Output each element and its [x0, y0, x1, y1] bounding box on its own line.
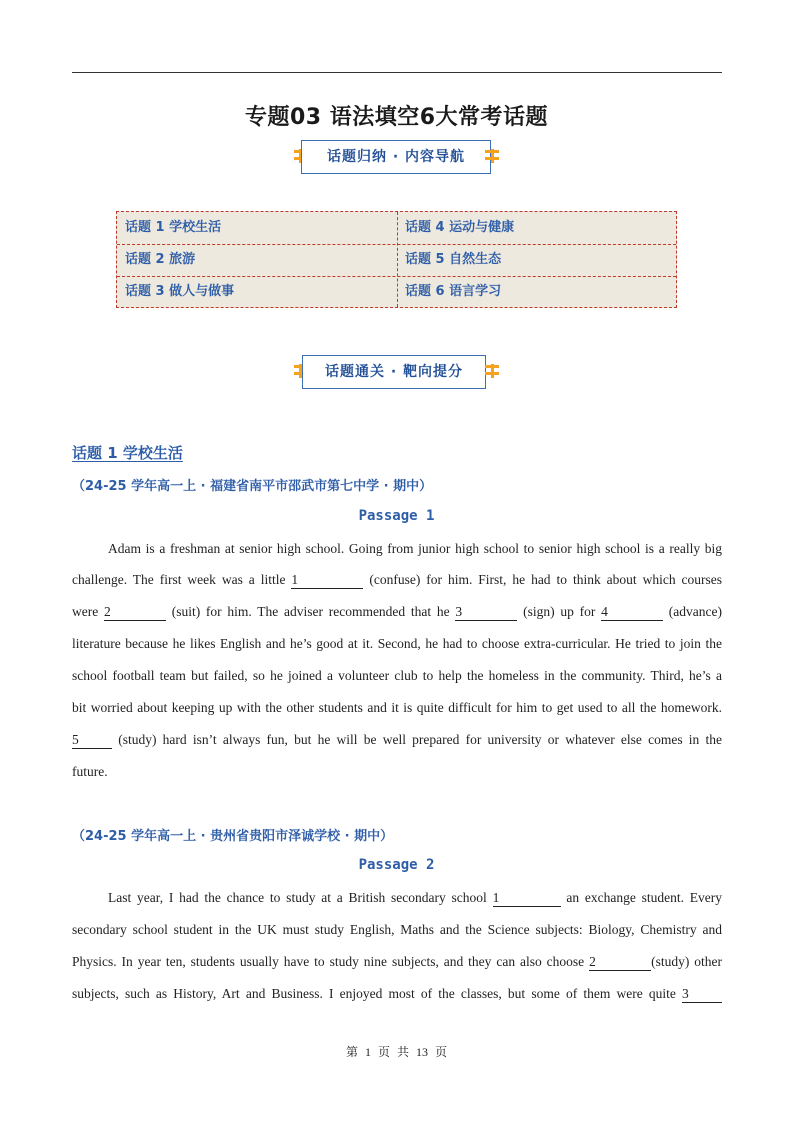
passage2-line: Physics. In year ten, students usually have to study nine subjects, and they can also choose 2 (study) other: [72, 954, 723, 969]
passage1-line: future.: [72, 764, 108, 779]
passage1-line: school football team but failed, so he joined a volunteer club to help the homeless in the community. Third, he’s a: [72, 668, 722, 683]
page-title: 专题03 语法填空6大常考话题: [244, 105, 549, 130]
passage2-line: secondary school student in the UK must study English, Maths and the Science subjects: Biology, Chemistry and: [72, 922, 722, 937]
topic-cell[interactable]: 话题 1 学校生活: [125, 220, 222, 235]
topic-cell[interactable]: 话题 5 自然生态: [405, 252, 502, 267]
banner-navigation: [294, 140, 499, 174]
blank-4[interactable]: 4: [601, 604, 663, 621]
passage1-line: were 2 (suit) for him. The adviser recommended that he 3 (sign) up for 4 (advance): [72, 604, 723, 619]
passage1-line: Adam is a freshman at senior high school. Going from junior high school to senior high school is a really big: [108, 541, 722, 556]
blank-1[interactable]: 1: [291, 572, 363, 589]
decor-right-icon: [485, 364, 499, 378]
passage1-line: bit worried about keeping up with the other students and it is quite difficult for him to get used to all the homework.: [72, 700, 722, 715]
passage1-title: Passage 1: [358, 508, 435, 524]
passage1-line: 5 (study) hard isn’t always fun, but he will be well prepared for university or whatever else comes in the: [72, 732, 723, 747]
blank-3[interactable]: 3: [455, 604, 517, 621]
topic-cell[interactable]: 话题 3 做人与做事: [125, 284, 235, 299]
topic-heading[interactable]: 话题 1 学校生活: [72, 444, 183, 462]
passage1-line: challenge. The first week was a little 1 (confuse) for him. First, he had to think about which courses: [72, 572, 723, 587]
passage2-line: Last year, I had the chance to study at a British secondary school 1 an exchange student. Every: [108, 890, 722, 905]
blank-2[interactable]: 2: [104, 604, 166, 621]
passage1-line: literature because he likes English and he’s good at it. Second, he had to choose extra-curricular. He tried to join the: [72, 636, 722, 651]
decor-right-icon: [485, 149, 499, 163]
topic-cell[interactable]: 话题 6 语言学习: [405, 284, 502, 299]
passage2-source: （24-25 学年高一上 · 贵州省贵阳市泽诚学校 · 期中）: [72, 829, 394, 844]
blank-p2-3[interactable]: 3: [682, 986, 722, 1003]
topic-cell[interactable]: 话题 2 旅游: [125, 252, 196, 267]
banner-practice: [294, 355, 499, 389]
topic-table: [116, 211, 677, 308]
blank-5[interactable]: 5: [72, 732, 112, 749]
banner-navigation-label: 话题归纳 · 内容导航: [301, 140, 491, 174]
topic-cell[interactable]: 话题 4 运动与健康: [405, 220, 515, 235]
banner-practice-label: 话题通关 · 靶向提分: [302, 355, 486, 389]
passage2-title: Passage 2: [358, 857, 435, 873]
page-footer: 第 1 页 共 13 页: [345, 1045, 447, 1059]
passage2-line: subjects, such as History, Art and Business. I enjoyed most of the classes, but some of them were quite 3: [72, 985, 722, 1003]
header-rule: [72, 72, 722, 73]
blank-p2-1[interactable]: 1: [493, 890, 561, 907]
passage1-source: （24-25 学年高一上 · 福建省南平市邵武市第七中学 · 期中）: [72, 479, 433, 494]
blank-p2-2[interactable]: 2: [589, 954, 651, 971]
